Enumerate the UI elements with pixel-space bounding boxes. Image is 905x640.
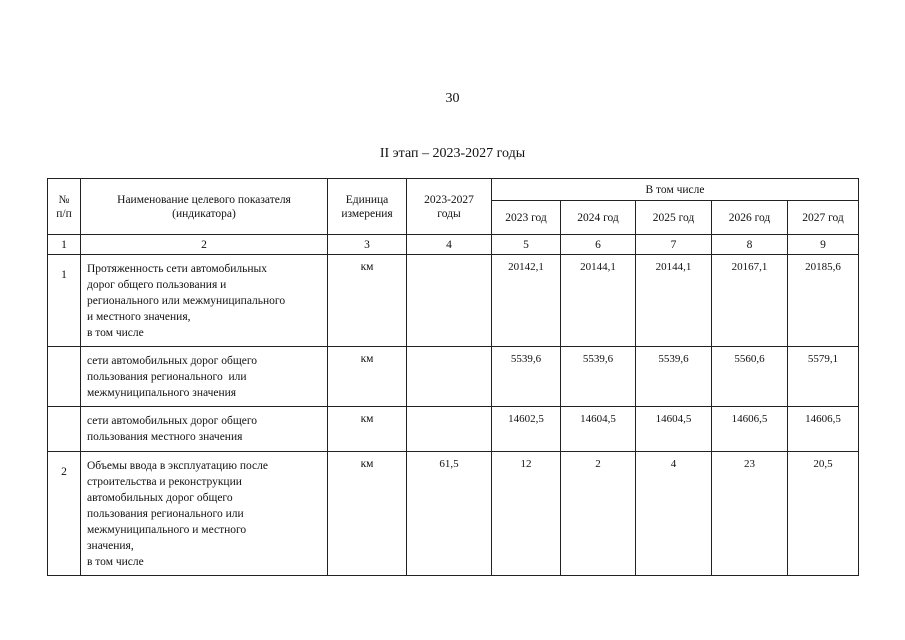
value-2027: 20,5	[788, 452, 859, 576]
indicator-name-line: Протяженность сети автомобильных	[87, 263, 268, 275]
indicator-name	[81, 407, 328, 452]
header-year-2023: 2023 год	[492, 201, 561, 235]
indicator-name-line: в том числе	[87, 556, 144, 568]
table-row	[48, 452, 859, 576]
period-total-cell	[407, 347, 492, 407]
unit-cell: км	[328, 407, 407, 452]
header-unit-line2: измерения	[341, 207, 393, 220]
indicator-name-line: и местного значения,	[87, 311, 191, 323]
value-2026: 14606,5	[712, 407, 788, 452]
indicator-name-line: значения,	[87, 540, 134, 552]
column-number: 3	[328, 235, 407, 255]
header-including: В том числе	[492, 179, 859, 201]
value-2025: 4	[636, 452, 712, 576]
indicator-name-line: пользования местного значения	[87, 431, 243, 443]
header-unit	[328, 179, 407, 235]
stage-title: II этап – 2023-2027 годы	[379, 146, 526, 161]
value-2025: 14604,5	[636, 407, 712, 452]
column-number: 9	[788, 235, 859, 255]
period-total-cell	[407, 407, 492, 452]
value-2024: 2	[561, 452, 636, 576]
indicator-name-line: пользования регионального или	[87, 508, 244, 520]
value-2027: 20185,6	[788, 255, 859, 347]
header-name-line1: Наименование целевого показателя	[117, 193, 291, 206]
row-number	[48, 407, 81, 452]
indicator-name	[81, 255, 328, 347]
header-indicator-name	[81, 179, 328, 235]
indicator-name-line: пользования регионального или	[87, 371, 247, 383]
period-total-cell	[407, 255, 492, 347]
value-2024: 14604,5	[561, 407, 636, 452]
unit-cell: км	[328, 452, 407, 576]
header-year-2027: 2027 год	[788, 201, 859, 235]
column-number: 7	[636, 235, 712, 255]
header-unit-line1: Единица	[345, 193, 389, 206]
indicator-name-line: автомобильных дорог общего	[87, 492, 233, 504]
indicator-name-line: в том числе	[87, 327, 144, 339]
value-2027: 5579,1	[788, 347, 859, 407]
row-number: 1	[48, 255, 81, 347]
value-2023: 5539,6	[492, 347, 561, 407]
indicator-name-line: дорог общего пользования и	[87, 279, 227, 291]
column-number: 2	[81, 235, 328, 255]
indicator-name-line: строительства и реконструкции	[87, 476, 242, 488]
table-row	[48, 407, 859, 452]
value-2023: 14602,5	[492, 407, 561, 452]
column-number: 6	[561, 235, 636, 255]
indicators-table	[47, 178, 859, 576]
header-year-2024: 2024 год	[561, 201, 636, 235]
period-total-cell: 61,5	[407, 452, 492, 576]
column-number: 8	[712, 235, 788, 255]
header-no-line2: п/п	[56, 207, 72, 220]
value-2027: 14606,5	[788, 407, 859, 452]
value-2023: 12	[492, 452, 561, 576]
value-2024: 20144,1	[561, 255, 636, 347]
indicator-name-line: сети автомобильных дорог общего	[87, 415, 258, 427]
header-year-2025: 2025 год	[636, 201, 712, 235]
value-2026: 20167,1	[712, 255, 788, 347]
page-number: 30	[445, 91, 460, 106]
indicator-name	[81, 347, 328, 407]
value-2026: 23	[712, 452, 788, 576]
header-year-2026: 2026 год	[712, 201, 788, 235]
row-number	[48, 347, 81, 407]
column-number: 4	[407, 235, 492, 255]
column-number-row	[48, 235, 859, 255]
value-2023: 20142,1	[492, 255, 561, 347]
header-no-line1: №	[58, 193, 70, 206]
unit-cell: км	[328, 347, 407, 407]
header-period-total	[407, 179, 492, 235]
header-period-line2: годы	[437, 207, 461, 220]
value-2026: 5560,6	[712, 347, 788, 407]
value-2025: 20144,1	[636, 255, 712, 347]
indicator-name-line: сети автомобильных дорог общего	[87, 355, 258, 367]
header-name-line2: (индикатора)	[172, 207, 236, 220]
indicator-name-line: межмуниципального и местного	[87, 524, 247, 536]
value-2024: 5539,6	[561, 347, 636, 407]
value-2025: 5539,6	[636, 347, 712, 407]
table-row	[48, 347, 859, 407]
column-number: 5	[492, 235, 561, 255]
header-period-line1: 2023-2027	[424, 193, 474, 206]
header-no	[48, 179, 81, 235]
indicator-name-line: регионального или межмуниципального	[87, 295, 286, 307]
indicator-name-line: Объемы ввода в эксплуатацию после	[87, 460, 268, 472]
unit-cell: км	[328, 255, 407, 347]
indicator-name-line: межмуниципального значения	[87, 387, 237, 399]
row-number: 2	[48, 452, 81, 576]
column-number: 1	[48, 235, 81, 255]
indicator-name	[81, 452, 328, 576]
table-row	[48, 255, 859, 347]
